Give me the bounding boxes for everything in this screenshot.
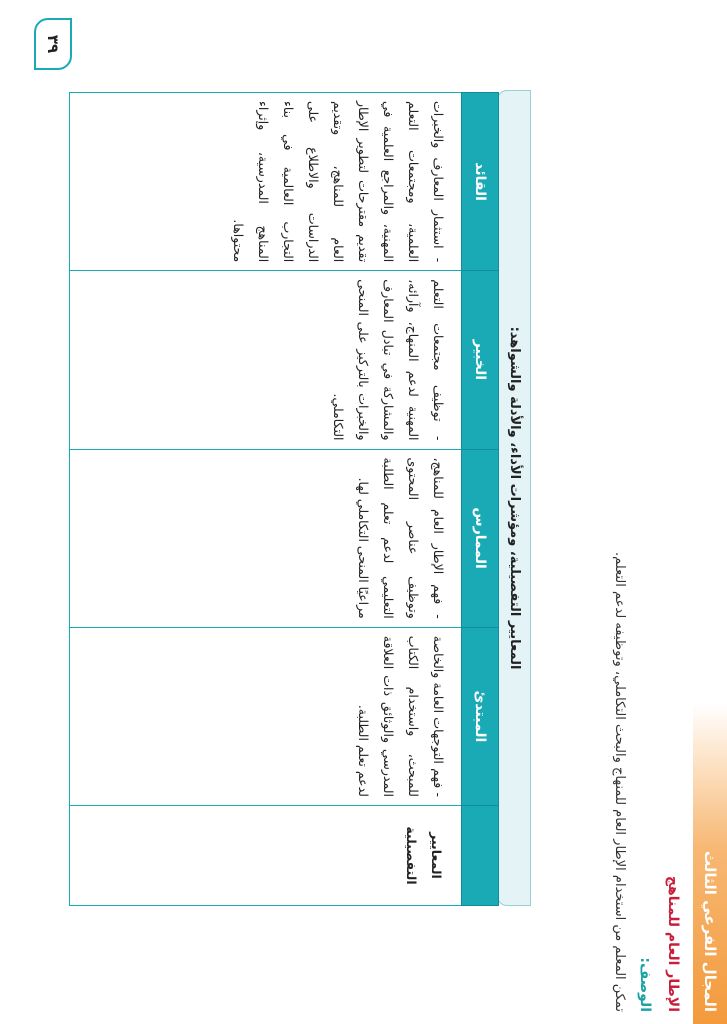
cell-expert: - توظيف مجتمعات التعلم المهنية لدعم المنهاج، وآرائه، والمشاركة في تبادل المعارف والخبرات بالتركيز على المنحى التكاملي.: [70, 271, 462, 449]
section-title-band: [693, 704, 727, 1024]
cell-practitioner: - فهم الإطار العام للمناهج، وتوظيف عناصر المحتوى التعليمي لدعم تعلم الطلبة مراعيًا المنحى التكاملي لها.: [70, 449, 462, 627]
rubric-table: [69, 92, 499, 906]
description-line: [637, 951, 653, 1012]
header-cell-empty: [462, 806, 499, 906]
header-beginner: المبتدئ: [462, 627, 499, 805]
header-leader: القائد: [462, 93, 499, 271]
cell-leader: - استثمار المعارف والخبرات العلمية، ومجتمعات التعلم المهنية، والمراجع العلمية في تقديم مقترحات لتطوير الإطار العام للمناهج، وتقديم الدراسات والاطلاع على التجارب العالمية في بناء المناهج المدرسية، وإثراء محتواها.: [70, 93, 462, 271]
page-number: ٣٩: [34, 18, 72, 70]
section-title: المجال الفرعي الثالث: [701, 850, 719, 1012]
header-expert: الخبير: [462, 271, 499, 449]
cell-beginner: - فهم التوجهات العامة والخاصة للمبحث، واستخدام الكتاب المدرسي والوثائق ذات العلاقة لدعم تعلم الطلبة.: [70, 627, 462, 805]
description-label: الوصف:: [637, 957, 653, 1012]
table-row: [70, 93, 462, 906]
row-label: المعايير التفصيلية: [70, 806, 462, 906]
objective-text: تمكن المعلم من استخدام الإطار العام للمنهاج والبحث التكاملي، وتوظيفه لدعم التعلم.: [612, 552, 627, 1012]
standards-banner: المعايير التفصيلية، ومؤشرات الأداء، والأدلة والشواهد:: [497, 90, 531, 906]
table-header-row: [462, 93, 499, 906]
header-practitioner: الممارس: [462, 449, 499, 627]
subtitle: الإطار العام للمناهج: [665, 875, 681, 1012]
